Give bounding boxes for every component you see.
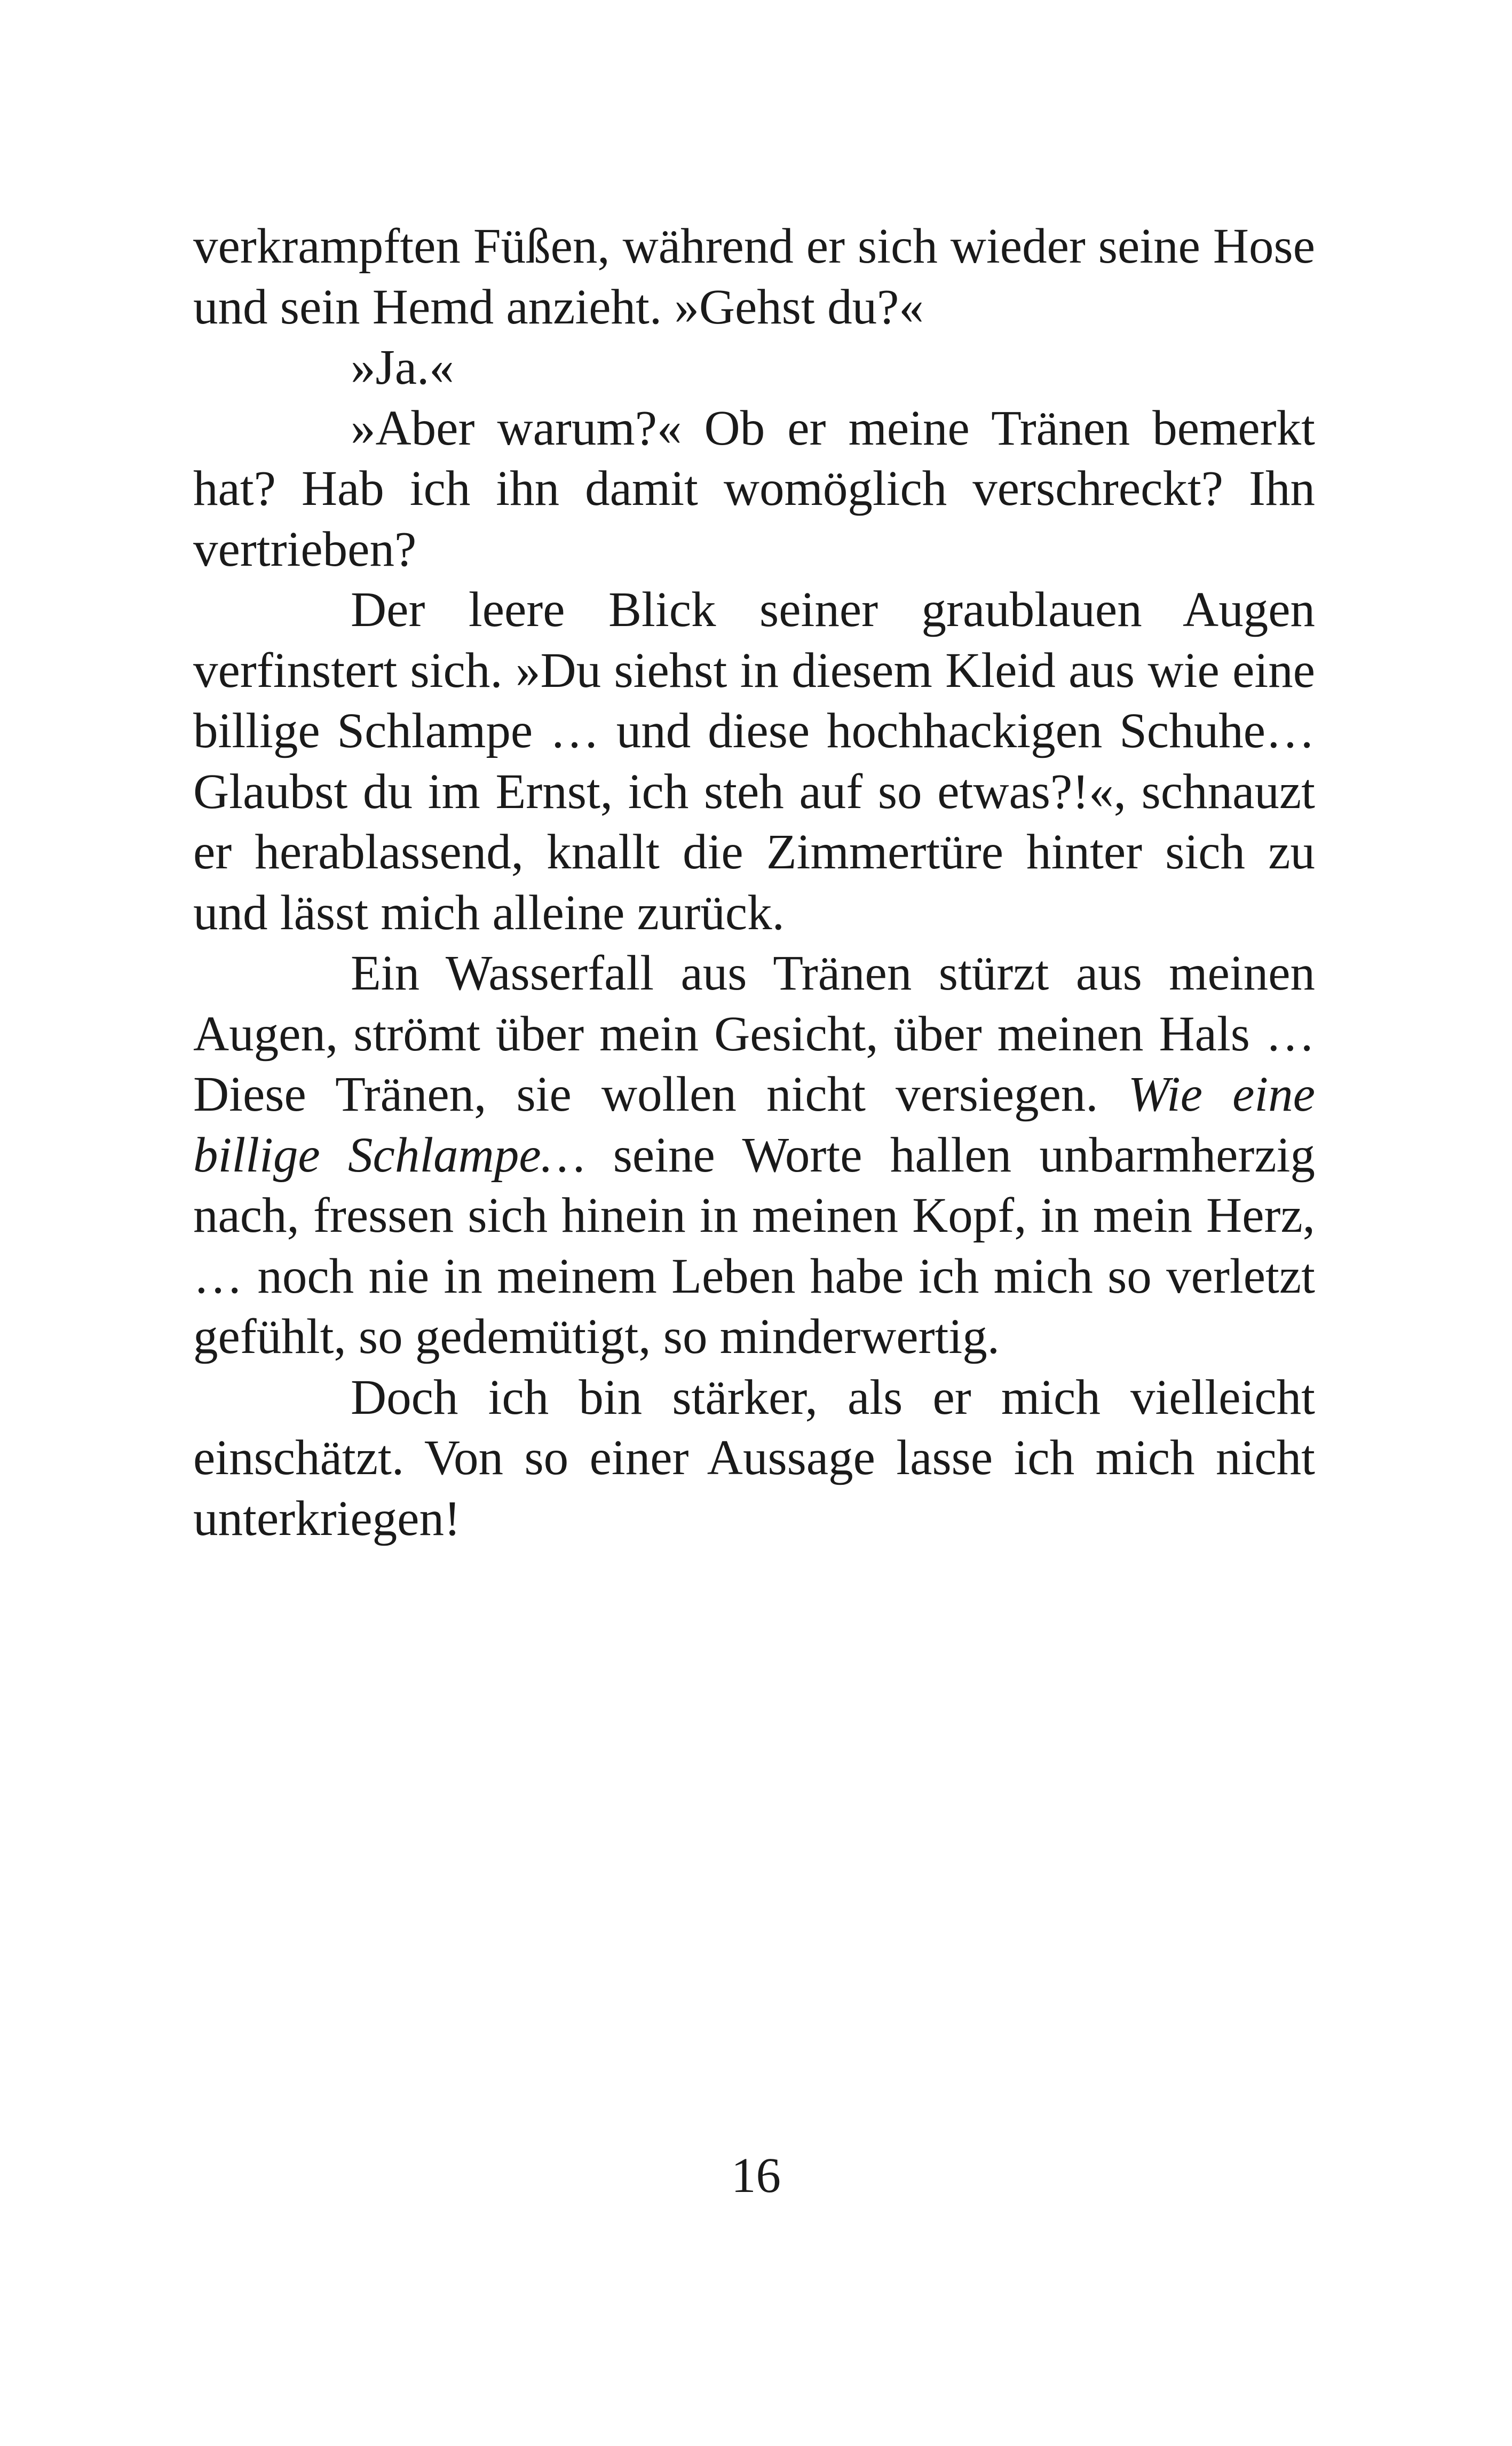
body-text [193,216,1315,1549]
paragraph-4: Der leere Blick seiner graublauen Augen verfinstert sich. »Du siehst in diesem Kleid aus wie eine billige Schlampe … und diese hochhackigen Schuhe… Glaubst du im Ernst, ich steh auf so etwas?!«, schnauzt er herablassend, knallt die Zimmertüre hinter sich zu und lässt mich alleine zurück. [193,582,1315,940]
paragraph-5-text-after: seine Worte hallen unbarmherzig nach, fressen sich hinein in meinen Kopf, in mein Herz, … noch nie in meinem Leben habe ich mich so verletzt gefühlt, so gedemütigt, so minderwertig. [193,1127,1315,1364]
paragraph-1: verkrampften Füßen, während er sich wieder seine Hose und sein Hemd anzieht. »Gehst du?« [193,219,1315,335]
page-number: 16 [731,2148,781,2203]
paragraph-3: »Aber warum?« Ob er meine Tränen bemerkt hat? Hab ich ihn damit womöglich verschreckt? Ihn vertrieben? [193,400,1315,577]
paragraph-5-text-before: Ein Wasserfall aus Tränen stürzt aus meinen Augen, strömt über mein Gesicht, über meinen Hals … Diese Tränen, sie wollen nicht versiegen. [193,946,1315,1122]
paragraph-5-italic-quote: Wie eine billige Schlampe… [193,1067,1316,1183]
paragraph-5 [193,943,1315,1367]
paragraph-6: Doch ich bin stärker, als er mich vielleicht einschätzt. Von so einer Aussage lasse ich mich nicht unterkriegen! [193,1370,1315,1546]
paragraph-2: »Ja.« [351,340,454,395]
